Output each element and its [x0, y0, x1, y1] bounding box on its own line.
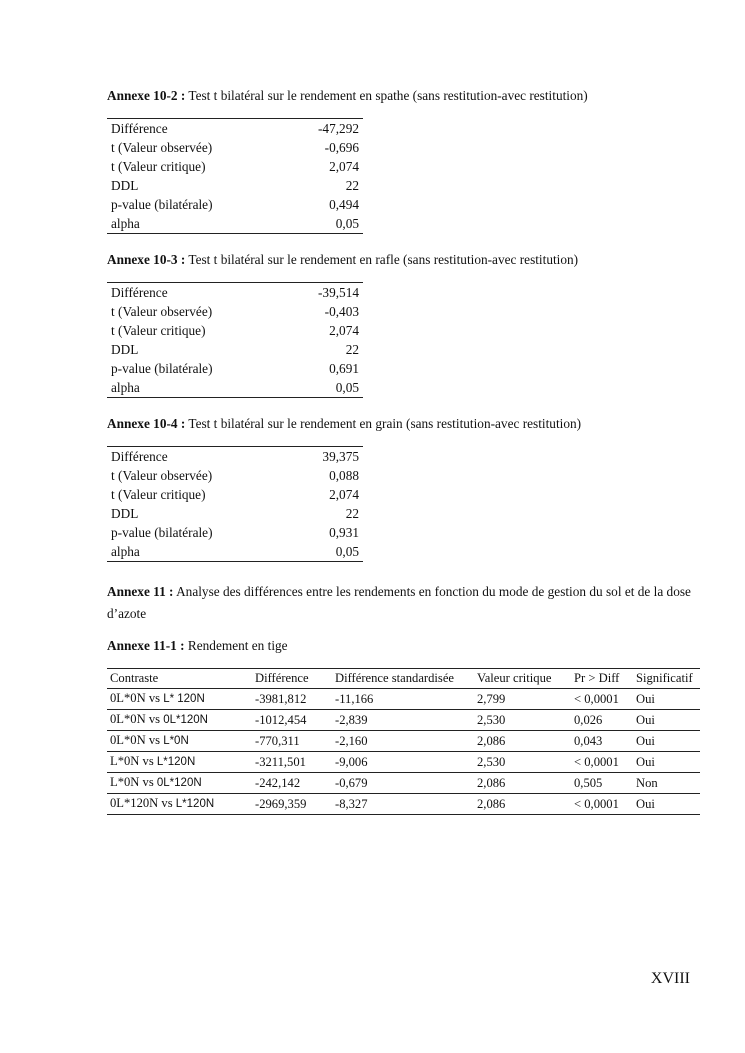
- column-header: Significatif: [633, 669, 700, 689]
- stat-label: t (Valeur observée): [111, 140, 213, 155]
- table-row: [107, 542, 363, 562]
- contrast-cell: 0L*0N vs L*0N: [107, 731, 252, 752]
- stat-value: 0,088: [329, 468, 359, 483]
- value-cell: -3981,812: [252, 689, 332, 710]
- table-caption: Annexe 10-3 : Test t bilatéral sur le rendement en rafle (sans restitution-avec restitution): [107, 252, 579, 267]
- table-caption: Annexe 10-2 : Test t bilatéral sur le rendement en spathe (sans restitution-avec restitution): [107, 88, 588, 103]
- table-row: [107, 176, 363, 195]
- table-row: [107, 119, 363, 139]
- stat-value: -0,403: [324, 304, 359, 319]
- value-cell: 2,086: [474, 731, 571, 752]
- stat-label: p-value (bilatérale): [111, 525, 213, 540]
- stat-value: 0,05: [335, 544, 359, 559]
- value-cell: 0,505: [571, 773, 633, 794]
- contrast-cell: L*0N vs L*120N: [107, 752, 252, 773]
- stat-label: DDL: [111, 178, 139, 193]
- value-cell: Oui: [633, 731, 700, 752]
- stat-label: t (Valeur critique): [111, 487, 206, 502]
- value-cell: 2,530: [474, 752, 571, 773]
- column-header: Contraste: [107, 669, 252, 689]
- table-row: [107, 359, 363, 378]
- table-row: [107, 504, 363, 523]
- stat-label: DDL: [111, 506, 139, 521]
- stat-label: p-value (bilatérale): [111, 361, 213, 376]
- value-cell: -3211,501: [252, 752, 332, 773]
- table-row: [107, 378, 363, 398]
- stat-value: 0,691: [329, 361, 359, 376]
- stat-label: Différence: [111, 285, 168, 300]
- stat-value: 0,931: [329, 525, 359, 540]
- ttest-table: [107, 118, 363, 234]
- column-header: Différence standardisée: [332, 669, 474, 689]
- stat-value: 0,05: [335, 216, 359, 231]
- table-row: [107, 466, 363, 485]
- value-cell: 0,026: [571, 710, 633, 731]
- header-row: [107, 669, 700, 689]
- table-row: [107, 523, 363, 542]
- value-cell: < 0,0001: [571, 794, 633, 815]
- table-row: [107, 485, 363, 504]
- page-number: XVIII: [650, 970, 690, 987]
- value-cell: 0,043: [571, 731, 633, 752]
- ttest-table: [107, 446, 363, 562]
- value-cell: 2,799: [474, 689, 571, 710]
- table-row: [107, 447, 363, 467]
- value-cell: -9,006: [332, 752, 474, 773]
- stat-value: 22: [345, 506, 359, 521]
- table-row: [107, 689, 700, 710]
- stat-value: 0,494: [329, 197, 359, 212]
- value-cell: Oui: [633, 752, 700, 773]
- contrast-cell: 0L*0N vs 0L*120N: [107, 710, 252, 731]
- value-cell: Oui: [633, 689, 700, 710]
- table-row: [107, 340, 363, 359]
- table-row: [107, 214, 363, 234]
- stat-value: -39,514: [318, 285, 359, 300]
- stat-label: t (Valeur critique): [111, 159, 206, 174]
- table-row: [107, 710, 700, 731]
- stat-label: t (Valeur observée): [111, 468, 213, 483]
- stat-value: 0,05: [335, 380, 359, 395]
- table-row: [107, 794, 700, 815]
- table-caption: Annexe 10-4 : Test t bilatéral sur le rendement en grain (sans restitution-avec restitution): [107, 416, 582, 431]
- stat-value: 2,074: [329, 159, 359, 174]
- table-row: [107, 157, 363, 176]
- stat-value: -0,696: [324, 140, 359, 155]
- stat-label: t (Valeur critique): [111, 323, 206, 338]
- stat-label: t (Valeur observée): [111, 304, 213, 319]
- table-row: [107, 195, 363, 214]
- value-cell: -11,166: [332, 689, 474, 710]
- contrast-cell: 0L*0N vs L* 120N: [107, 689, 252, 710]
- value-cell: 2,086: [474, 794, 571, 815]
- contrast-cell: 0L*120N vs L*120N: [107, 794, 252, 815]
- value-cell: Non: [633, 773, 700, 794]
- stat-label: Différence: [111, 121, 168, 136]
- column-header: Valeur critique: [474, 669, 571, 689]
- stat-value: 22: [345, 178, 359, 193]
- value-cell: -242,142: [252, 773, 332, 794]
- stat-label: alpha: [111, 216, 140, 231]
- annexe-11-1-caption: Annexe 11-1 : Rendement en tige: [107, 638, 288, 653]
- stat-label: alpha: [111, 380, 140, 395]
- value-cell: -0,679: [332, 773, 474, 794]
- value-cell: -1012,454: [252, 710, 332, 731]
- value-cell: -2,839: [332, 710, 474, 731]
- value-cell: < 0,0001: [571, 689, 633, 710]
- value-cell: Oui: [633, 794, 700, 815]
- column-header: Différence: [252, 669, 332, 689]
- value-cell: < 0,0001: [571, 752, 633, 773]
- stat-label: Différence: [111, 449, 168, 464]
- stat-value: 2,074: [329, 323, 359, 338]
- ttest-table: [107, 282, 363, 398]
- value-cell: -8,327: [332, 794, 474, 815]
- stat-label: DDL: [111, 342, 139, 357]
- contrast-cell: L*0N vs 0L*120N: [107, 773, 252, 794]
- stat-value: 39,375: [322, 449, 359, 464]
- table-row: [107, 138, 363, 157]
- stat-label: alpha: [111, 544, 140, 559]
- value-cell: Oui: [633, 710, 700, 731]
- column-header: Pr > Diff: [571, 669, 633, 689]
- table-row: [107, 283, 363, 303]
- table-row: [107, 321, 363, 340]
- stat-value: -47,292: [318, 121, 359, 136]
- value-cell: -2969,359: [252, 794, 332, 815]
- value-cell: -770,311: [252, 731, 332, 752]
- table-row: [107, 752, 700, 773]
- table-row: [107, 302, 363, 321]
- stat-label: p-value (bilatérale): [111, 197, 213, 212]
- stat-value: 2,074: [329, 487, 359, 502]
- table-row: [107, 773, 700, 794]
- value-cell: 2,086: [474, 773, 571, 794]
- stat-value: 22: [345, 342, 359, 357]
- contrast-table: [107, 668, 700, 815]
- value-cell: -2,160: [332, 731, 474, 752]
- table-row: [107, 731, 700, 752]
- annexe-11-heading: Annexe 11 : Analyse des différences entre les rendements en fonction du mode de gestion du sol et de la dose d’azote: [107, 584, 691, 621]
- value-cell: 2,530: [474, 710, 571, 731]
